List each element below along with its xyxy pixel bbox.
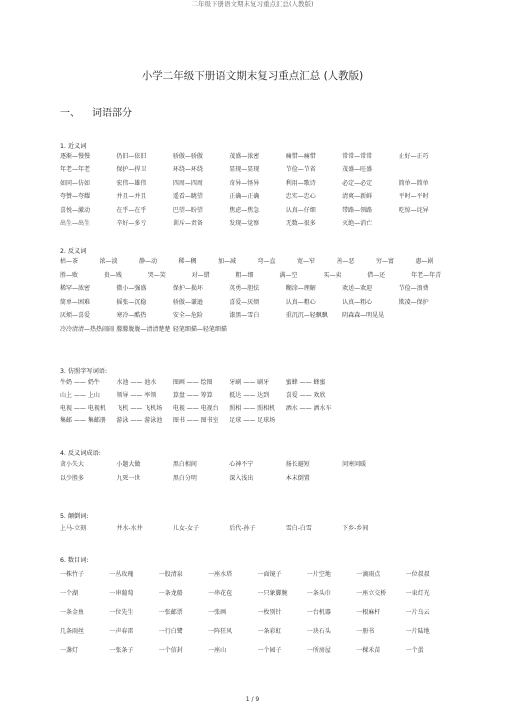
word-entry: 喜爱 —— 欢欣 [285,391,326,399]
word-entry: 常常—常常 [342,153,373,160]
word-entry: 带路—领路 [342,206,373,214]
word-entry: 保护—损坏 [172,285,203,293]
word-entry: 一条头巾 [306,590,331,597]
word-entry: 微小—强盛 [116,285,147,293]
word-entry: 心神不宁 [229,461,254,468]
word-entry: 深入浅出 [229,474,254,482]
word-entry: 浓—淡 [99,258,118,265]
word-entry: 一所房屋 [306,647,331,654]
section-number: 一、 [60,108,80,119]
word-entry: 训斥—责备 [172,220,203,227]
word-entry: 如同—仿如 [60,179,91,187]
word-entry: 一张邮票 [158,609,183,616]
word-entry: 惠—剧 [415,258,434,265]
word-entry: 一行白鹭 [158,628,183,635]
word-entry: 发现—觉察 [229,220,260,227]
word-entry: 一座水塔 [208,571,233,578]
word-entry: 吃惊—诧异 [398,206,429,214]
word-entry: 小题大做 [116,461,141,468]
word-entry: 痛惜—痛惜 [285,153,316,160]
word-entry: 清爽—新鲜 [342,193,373,201]
page-number: 1 / 9 [245,696,260,703]
word-entry: 四周—四周 [172,179,203,187]
word-entry: 算盘 —— 筹算 [172,391,213,399]
word-entry: 本末倒置 [285,474,310,482]
word-entry: 一声春雷 [109,628,134,635]
word-entry: 重沉沉—轻飘飘 [285,312,328,320]
word-entry: 夸赞—夸耀 [60,193,91,201]
word-entry: 一张画 [208,609,227,616]
word-entry: 年老—年老 [60,166,91,174]
word-entry: 一片乌云 [405,609,430,616]
word-entry: 一枚别针 [257,609,282,616]
word-entry: 糊涂—理解 [285,285,316,293]
word-entry: 茂盛—旺盛 [342,166,373,174]
subsection-heading: 5. 颠倒词: [60,513,89,520]
word-entry: 一个信封 [158,647,183,654]
word-entry: 黑白分明 [172,474,197,482]
word-entry: 英勇—胆怯 [229,285,260,293]
word-entry: 显现—显现 [229,166,260,174]
word-entry: 后代-孙子 [229,525,256,532]
word-entry: 遥看—眺望 [172,193,203,201]
word-entry: 一片空地 [306,571,331,578]
word-entry: 一个湖 [60,590,79,597]
word-entry: 忠实—忠心 [285,193,316,201]
word-entry: 宏伟—雄伟 [116,179,147,187]
word-entry: 轻笔细描—轻笔细描 [172,326,227,333]
word-entry: 一丛玫瑰 [109,571,134,578]
word-entry: 简单—简单 [398,179,429,187]
word-entry: 一滴雨点 [356,571,381,578]
word-entry: 山上 —— 上山 [60,391,100,399]
word-entry: 加—减 [218,258,237,265]
word-entry: 电视 —— 电视机 [60,404,106,412]
word-entry: 蜜蜂 —— 蜂蜜 [285,379,326,386]
word-entry: 出生—出生 [60,220,91,227]
word-entry: 几条雨丝 [60,628,85,635]
word-entry: 一个蛋 [405,647,424,654]
word-entry: 一串葡萄 [109,590,134,597]
page-header: 二年级下册语文期末复习重点汇总(人教版) [191,0,314,8]
word-entry: 飞机 —— 飞机场 [116,404,163,412]
word-entry: 下乡-乡间 [342,525,369,532]
word-entry: 平时—平时 [398,193,429,201]
word-entry: 一条金鱼 [60,609,85,616]
word-entry: 巴望—盼望 [172,206,203,214]
word-entry: 一株竹子 [60,571,85,578]
word-entry: 儿女-女子 [172,525,200,532]
word-entry: 认真—粗心 [342,298,373,306]
word-entry: 冷冷清清—热热闹闹 [60,326,115,333]
word-entry: 枯—茶 [60,258,79,265]
word-entry: 一张条子 [109,647,134,654]
word-entry: 哭—笑 [147,271,166,279]
section-label: 词语部分 [92,108,132,119]
word-entry: 一位先生 [109,609,134,616]
word-entry: 灭绝—消亡 [342,220,373,227]
word-entry: 喜悦—激动 [60,206,91,214]
word-entry: 洒水 —— 洒水车 [285,404,332,412]
word-entry: 贵—贱 [103,271,122,279]
word-entry: 正确—正确 [229,193,260,201]
word-entry: 牙刷 —— 刷牙 [229,379,270,386]
word-entry: 一册书 [356,628,375,635]
word-entry: 满—空 [279,271,298,279]
word-entry: 游泳 —— 游泳池 [116,417,163,425]
word-entry: 井水-水井 [116,525,143,532]
word-entry: 朦朦胧胧—清清楚楚 [116,326,171,333]
subsection-heading: 1. 近义词 [60,143,87,150]
word-entry: 一盏灯 [60,647,79,654]
word-entry: 一阵狂风 [208,628,233,635]
word-entry: 一只象脚腕 [257,590,288,597]
word-entry: 上马-立刻 [60,525,87,532]
word-entry: 一束灯光 [405,590,430,597]
word-entry: 一串花苞 [208,590,233,597]
word-entry: 粗—细 [235,271,254,279]
word-entry: 雪白-白雪 [285,525,312,532]
word-entry: 欺凌—保护 [398,298,429,306]
word-entry: 茂盛—浓密 [229,153,260,160]
word-entry: 胜—败 [60,271,79,279]
word-entry: 阴森森—明晃晃 [342,312,385,320]
word-entry: 水池 —— 池水 [116,379,157,386]
word-entry: 焦虑—焦急 [229,206,260,214]
word-entry: 骄傲—骄傲 [172,153,203,160]
word-entry: 年老—年青 [411,271,442,279]
word-entry: 一棵禾苗 [356,647,381,654]
word-entry: 厌烦—喜爱 [60,312,91,320]
document-title: 小学二年级下册语文期末复习重点汇总 (人教版) [141,70,364,82]
word-entry: 节俭—节省 [285,166,316,174]
word-entry: 一条彩虹 [257,628,282,635]
word-entry: 一个园子 [257,647,282,654]
word-entry: 领导 —— 率领 [116,391,157,399]
word-entry: 善—恶 [336,258,355,265]
word-entry: 喜爱—厌烦 [229,298,260,306]
word-entry: 必定—必定 [342,179,373,187]
subsection-heading: 6. 数目词: [60,557,89,564]
word-entry: 安全—危险 [172,312,203,320]
word-entry: 静—动 [139,258,158,265]
word-entry: 认真—粗心 [285,298,316,306]
subsection-heading: 4. 反义词成语: [60,450,101,457]
word-entry: 一位叔叔 [405,571,430,578]
word-entry: 一座山 [208,647,227,654]
word-entry: 在乎—在乎 [116,206,147,214]
word-entry: 贪小失大 [60,461,85,468]
word-entry: 欢送—欢迎 [342,285,373,293]
word-entry: 图书 —— 图书室 [172,417,219,425]
word-entry: 照相 —— 照相机 [229,404,276,412]
word-entry: 简单—困难 [60,298,91,306]
word-entry: 骄傲—谦逊 [172,298,203,306]
word-entry: 图画 —— 绘图 [172,379,213,386]
word-entry: 利用—歌诗 [285,179,316,187]
word-entry: 稀—稠 [178,258,197,265]
word-entry: 认真—仔细 [285,206,316,214]
word-entry: 并且—并且 [116,193,147,201]
word-entry: 一座立交桥 [356,590,387,597]
word-entry: 穷—富 [376,258,395,265]
word-entry: 牛奶 —— 奶牛 [60,379,100,386]
word-entry: 对—错 [191,271,210,279]
word-entry: 问寒问暖 [342,461,367,468]
word-entry: 奇异—怪异 [229,179,260,187]
word-entry: 以少胜多 [60,474,85,482]
word-entry: 摇张—沉稳 [116,298,147,306]
word-entry: 辛好—多亏 [116,220,147,227]
word-entry: 保护—捍卫 [116,166,147,174]
word-entry: 借—还 [367,271,386,279]
word-entry: 一块石头 [306,628,331,635]
subsection-heading: 2. 反义词 [60,248,87,255]
word-entry: 弯—直 [257,258,276,265]
word-entry: 黑白相间 [172,461,197,468]
word-entry: 一片陆地 [405,628,430,635]
word-entry: 电视 —— 电视台 [172,404,219,412]
word-entry: 一台机器 [306,609,331,616]
word-entry: 集邮 —— 集邮册 [60,417,106,425]
word-entry: 抵达 —— 达到 [229,391,270,399]
word-entry: 一股清泉 [158,571,183,578]
word-entry: 扬长避短 [285,461,310,468]
word-entry: 九死一世 [116,474,141,482]
subsection-heading: 3. 仿照字写词语: [60,368,108,375]
word-entry: 足球 —— 足球场 [229,417,276,425]
word-entry: 无数—很多 [285,220,316,227]
word-entry: 仍旧—依旧 [116,153,147,160]
word-entry: 一条龙船 [158,590,183,597]
section-heading [60,104,132,119]
word-entry: 一面镜子 [257,571,282,578]
word-entry: 止好—正巧 [398,153,429,160]
word-entry: 宽—窄 [297,258,316,265]
word-entry: 一根麻杆 [356,609,381,616]
word-entry: 买—卖 [323,271,342,279]
word-entry: 寒冷—酷热 [116,312,147,320]
word-entry: 稀罕—浓密 [60,285,91,293]
word-entry: 漆黑—雪白 [229,312,260,320]
word-entry: 环绕—环绕 [172,166,203,174]
word-entry: 节俭—浪费 [398,285,429,293]
word-entry: 逐渐—慢慢 [60,153,91,160]
